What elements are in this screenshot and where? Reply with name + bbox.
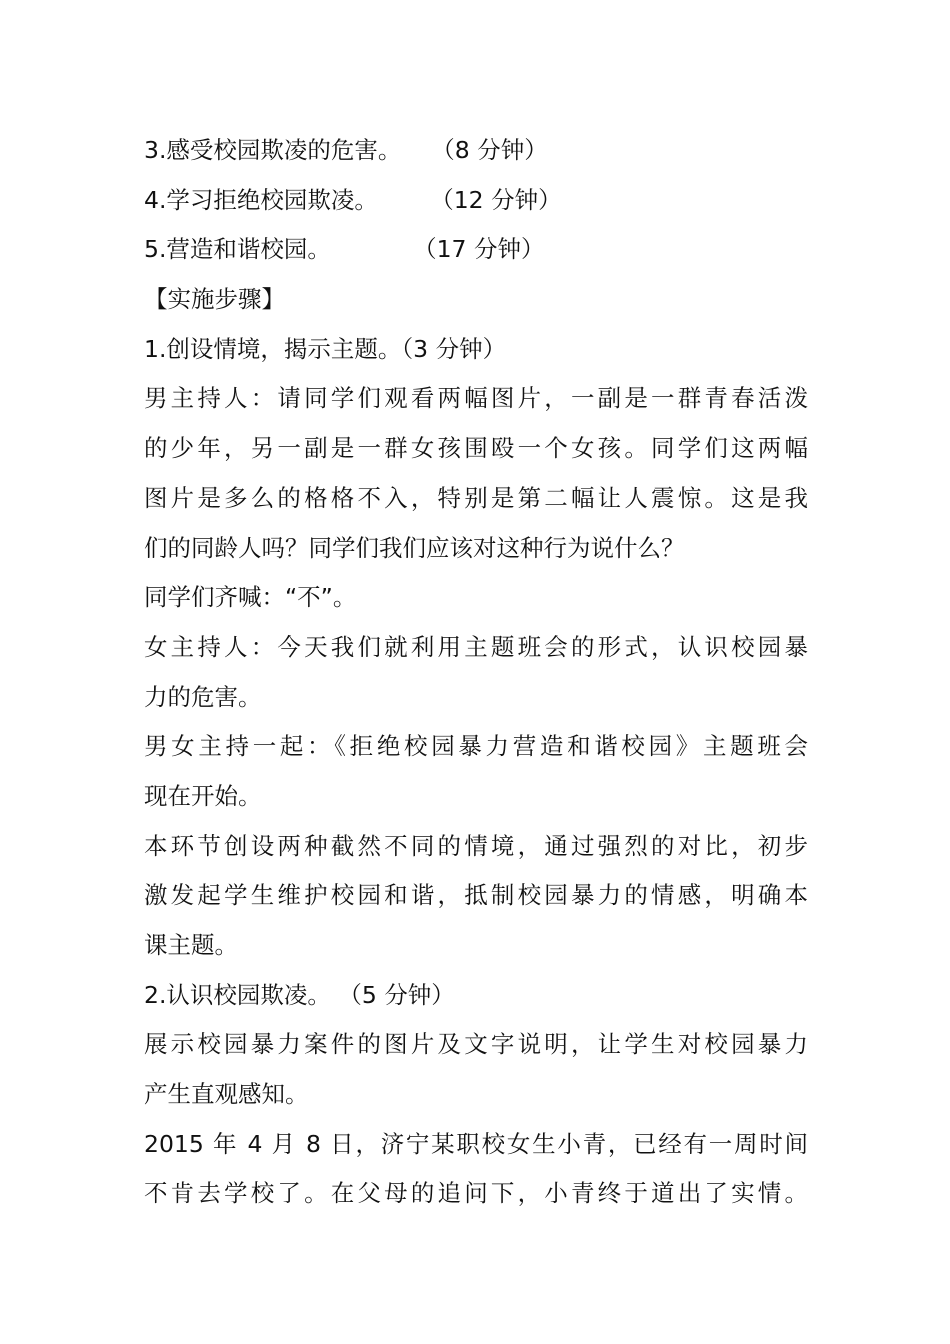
paragraph-line: 女主持人：今天我们就利用主题班会的形式，认识校园暴 (144, 632, 808, 661)
outline-item-3: 3.感受校园欺凌的危害。 （8 分钟） (144, 136, 548, 164)
paragraph-line: 图片是多么的格格不入，特别是第二幅让人震惊。这是我 (144, 483, 808, 512)
outline-item-5: 5.营造和谐校园。 （17 分钟） (144, 235, 545, 264)
paragraph-line: 展示校园暴力案件的图片及文字说明，让学生对校园暴力 (144, 1030, 808, 1059)
paragraph-line: 男主持人：请同学们观看两幅图片，一副是一群青春活泼 (144, 384, 808, 413)
paragraph-line: 本环节创设两种截然不同的情境，通过强烈的对比，初步 (144, 831, 808, 860)
paragraph-line: 的少年，另一副是一群女孩围殴一个女孩。同学们这两幅 (144, 434, 808, 463)
document-body (144, 126, 808, 1219)
paragraph-line: 课主题。 (144, 931, 238, 959)
step-heading-1: 1.创设情境，揭示主题。（3 分钟） (144, 334, 507, 363)
paragraph-line: 们的同龄人吗？同学们我们应该对这种行为说什么？ (144, 533, 685, 562)
paragraph-line: 激发起学生维护校园和谐，抵制校园暴力的情感，明确本 (144, 881, 808, 910)
paragraph-line: 力的危害。 (144, 682, 262, 711)
outline-item-4: 4.学习拒绝校园欺凌。 （12 分钟） (144, 185, 562, 214)
paragraph-line: 2015 年 4 月 8 日，济宁某职校女生小青，已经有一周时间 (144, 1129, 808, 1158)
section-heading: 【实施步骤】 (144, 285, 285, 314)
step-heading-2: 2.认识校园欺凌。 （5 分钟） (144, 980, 455, 1009)
paragraph-line: 男女主持一起：《拒绝校园暴力营造和谐校园》主题班会 (144, 732, 808, 761)
paragraph-line: 不肯去学校了。在父母的追问下，小青终于道出了实情。 (144, 1179, 808, 1208)
paragraph-line: 同学们齐喊：“不”。 (144, 583, 357, 612)
paragraph-line: 现在开始。 (144, 781, 262, 810)
paragraph-line: 产生直观感知。 (144, 1080, 309, 1109)
